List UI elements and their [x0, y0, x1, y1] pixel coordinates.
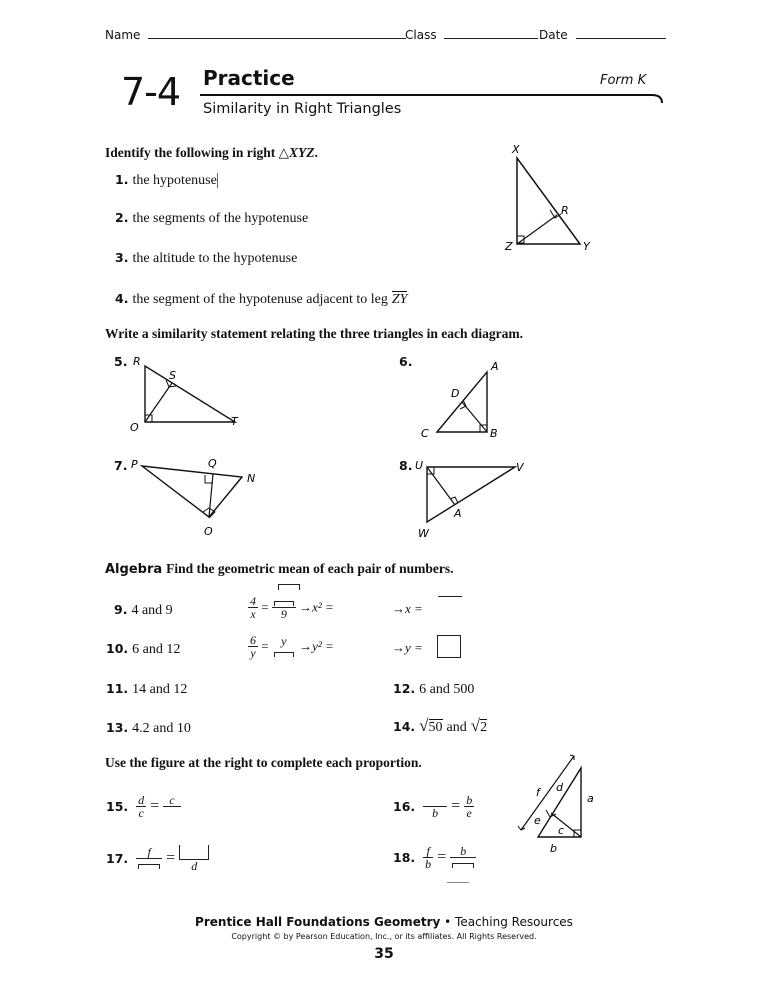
problem-8-number: 8. [399, 458, 413, 473]
q17-left-fraction [136, 846, 162, 871]
label-f: f [536, 786, 540, 799]
label-z: Z [505, 240, 513, 253]
label-e: e [534, 814, 541, 827]
label-a: A [454, 507, 462, 520]
q10-left-fraction [248, 634, 258, 659]
answer-blank[interactable] [163, 807, 180, 819]
question-9 [114, 601, 173, 619]
q9-square-step: →x² = [299, 599, 334, 615]
q10-equation: $\frac{6}{y}$ = y →y² = [250, 633, 334, 660]
label-v: V [516, 461, 524, 474]
date-blank[interactable] [576, 38, 666, 39]
date-label: Date [539, 28, 568, 42]
name-field[interactable] [105, 28, 406, 42]
question-17: 17. f = d [106, 845, 209, 872]
label-w: W [418, 527, 429, 540]
section3-instruction [105, 560, 453, 578]
class-label: Class [405, 28, 437, 42]
question-14 [393, 716, 487, 736]
question-number: 13. [106, 720, 129, 735]
name-blank[interactable] [148, 38, 406, 39]
question-4 [115, 290, 407, 308]
question-text: the segment of the hypotenuse adjacent to leg [132, 292, 388, 307]
denominator: y [250, 646, 256, 660]
numerator: f [423, 845, 433, 858]
numerator: b [466, 793, 473, 807]
answer-blank[interactable] [136, 859, 162, 871]
numerator: y [281, 633, 287, 648]
label-o: O [130, 421, 139, 434]
q10-right-fraction [272, 635, 296, 659]
page-number: 35 [374, 946, 394, 962]
q9-root-step: →x = [392, 601, 423, 616]
numerator: f [136, 846, 162, 859]
label-d: d [556, 781, 563, 794]
form-label: Form K [600, 73, 647, 88]
q9-equation: $\frac{4}{x}$ = 9 →x² = [250, 594, 334, 621]
question-18: 18. $\frac{f}{b}$ = b [393, 845, 476, 870]
question-13 [106, 719, 191, 737]
q9-numerator-blank[interactable] [278, 584, 300, 590]
q10-answer-box[interactable] [437, 635, 461, 658]
label-b: b [550, 842, 557, 855]
label-r: R [561, 204, 569, 217]
proportion-figure [505, 750, 615, 860]
text-cursor [217, 173, 218, 188]
question-number: 9. [114, 602, 128, 617]
question-number: 10. [106, 641, 129, 656]
and-text: and [446, 720, 467, 735]
q10-root-step: →y = [392, 640, 423, 655]
problem-5-number: 5. [114, 354, 128, 369]
question-1 [115, 171, 218, 189]
label-y: Y [583, 240, 590, 253]
label-r: R [133, 355, 141, 368]
label-q: Q [208, 457, 217, 470]
label-x: X [512, 143, 520, 156]
denominator: b [425, 857, 432, 871]
q15-left-fraction [136, 794, 146, 819]
sqrt-symbol: √ [470, 716, 481, 735]
question-text: the hypotenuse [132, 173, 217, 188]
book-title: Prentice Hall Foundations Geometry [195, 915, 441, 929]
instruction-text: Find the geometric mean of each pair of numbers. [166, 561, 454, 576]
radicand-2: 2 [480, 720, 488, 735]
question-text: 6 and 500 [419, 682, 475, 697]
question-15: 15. $\frac{d}{c}$ = c [106, 794, 181, 819]
question-2 [115, 209, 308, 227]
q18-extra-blank[interactable] [447, 882, 469, 883]
answer-blank[interactable] [274, 652, 294, 657]
q10-square-step: →y² = [299, 638, 334, 654]
question-number: 12. [393, 681, 416, 696]
q9-right-fraction [272, 596, 296, 620]
copyright: Copyright © by Pearson Education, Inc., or its affiliates. All Rights Reserved. [231, 932, 537, 941]
problem-5-figure [125, 352, 255, 437]
label-u: U [415, 459, 424, 472]
section2-instruction: Write a similarity statement relating the three triangles in each diagram. [105, 326, 524, 341]
question-11 [106, 680, 187, 698]
numerator: 6 [250, 633, 256, 647]
lesson-number: 7-4 [121, 70, 181, 114]
problem-6-figure [410, 355, 510, 440]
radicand-1: 50 [428, 720, 443, 735]
label-p: P [131, 458, 138, 471]
label-d: D [451, 387, 460, 400]
question-number: 1. [115, 172, 129, 187]
instruction-text: Identify the following in right [105, 145, 276, 160]
denominator: 9 [280, 606, 287, 621]
class-blank[interactable] [444, 38, 538, 39]
lesson-subtitle: Similarity in Right Triangles [203, 101, 402, 117]
numerator: d [138, 793, 145, 807]
section1-instruction: Identify the following in right △XYZ. [105, 145, 318, 160]
question-text: the segments of the hypotenuse [132, 211, 309, 226]
denominator: c [138, 806, 144, 820]
question-text: 6 and 12 [132, 642, 181, 657]
q18-right-fraction [450, 845, 476, 870]
question-number: 16. [393, 799, 416, 814]
label-c: C [421, 427, 429, 440]
q9-left-fraction [248, 595, 258, 620]
numerator: 4 [250, 594, 256, 608]
footer-title [0, 915, 768, 929]
q15-right-fraction [163, 794, 180, 819]
question-text: 14 and 12 [132, 682, 188, 697]
denominator: d [191, 859, 198, 873]
question-number: 15. [106, 799, 129, 814]
label-a: a [587, 792, 594, 805]
question-number: 17. [106, 851, 129, 866]
algebra-heading: Algebra [105, 562, 163, 577]
triangle-xyz-figure [500, 140, 610, 260]
section4-instruction: Use the figure at the right to complete each proportion. [105, 755, 422, 770]
numerator: c [163, 794, 180, 807]
problem-7-number: 7. [114, 458, 128, 473]
answer-blank[interactable] [274, 601, 294, 606]
triangle-name: XYZ [289, 145, 315, 160]
question-text: the altitude to the hypotenuse [132, 251, 298, 266]
name-label: Name [105, 28, 141, 42]
question-number: 11. [106, 681, 129, 696]
question-10 [106, 640, 180, 658]
label-n: N [247, 472, 256, 485]
problem-7-figure [125, 455, 265, 540]
answer-blank[interactable] [179, 845, 209, 860]
q16-left-fraction [423, 794, 447, 819]
question-number: 18. [393, 850, 416, 865]
lesson-title: Practice [203, 66, 295, 90]
date-field[interactable] [539, 28, 666, 42]
question-number: 2. [115, 210, 129, 225]
label-t: T [231, 415, 238, 428]
q18-left-fraction [423, 845, 433, 870]
q16-right-fraction [464, 794, 474, 819]
class-field[interactable] [405, 28, 538, 42]
resource-label: Teaching Resources [455, 915, 573, 929]
label-c: c [558, 824, 565, 837]
q9-answer-blank[interactable] [438, 596, 462, 600]
numerator: b [450, 845, 476, 858]
bullet: • [444, 915, 452, 929]
problem-6-number: 6. [399, 354, 413, 369]
denominator: e [466, 806, 472, 820]
denominator: x [250, 607, 256, 621]
sqrt-symbol: √ [419, 716, 429, 735]
q17-right-fraction [179, 845, 209, 872]
problem-8-figure [410, 457, 540, 542]
question-3 [115, 249, 297, 267]
label-b: B [490, 427, 498, 440]
question-12 [393, 680, 474, 698]
question-number: 4. [115, 291, 129, 306]
denominator: b [432, 806, 439, 820]
question-number: 14. [393, 719, 416, 734]
question-16: 16. b = $\frac{b}{e}$ [393, 793, 473, 820]
triangle-symbol: △ [278, 145, 290, 160]
answer-blank[interactable] [450, 858, 476, 870]
label-a: A [491, 360, 499, 373]
label-o: O [204, 525, 213, 538]
label-s: S [169, 369, 176, 382]
question-text: 4.2 and 10 [132, 721, 191, 736]
question-number: 3. [115, 250, 129, 265]
question-text: 4 and 9 [131, 603, 173, 618]
segment-zy: ZY [391, 292, 408, 307]
